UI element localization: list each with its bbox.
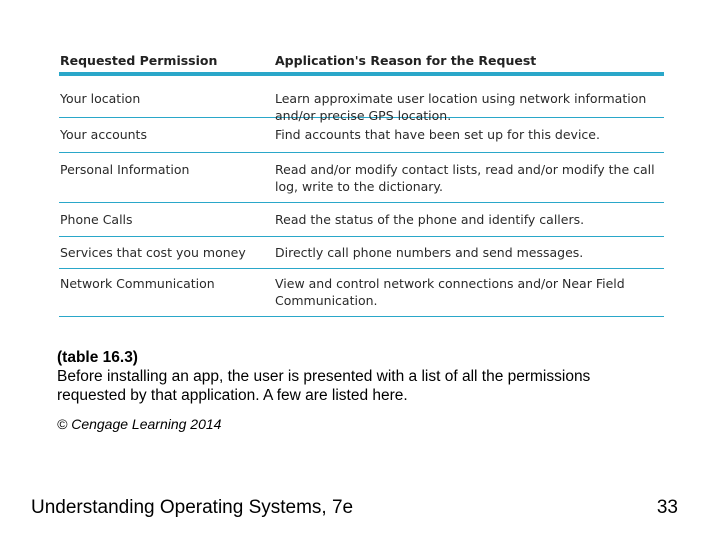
cell-reason: Directly call phone numbers and send messages. [275, 245, 584, 260]
cell-reason: Read and/or modify contact lists, read and/or modify the call log, write to the dictionary. [275, 162, 655, 194]
permissions-table [59, 48, 664, 317]
caption-label: (table 16.3) [57, 349, 138, 366]
table-row [59, 153, 664, 203]
cell-reason: Find accounts that have been set up for this device. [275, 127, 600, 142]
header-reason: Application's Reason for the Request [275, 52, 537, 68]
cell-permission: Personal Information [60, 162, 190, 177]
footer-title: Understanding Operating Systems, 7e [31, 497, 354, 518]
cell-reason: Read the status of the phone and identify callers. [275, 212, 585, 227]
cell-reason: View and control network connections and/or Near Field Communication. [275, 276, 625, 308]
table-header [59, 48, 664, 76]
header-permission: Requested Permission [60, 52, 218, 68]
cell-permission: Your accounts [60, 127, 147, 142]
cell-permission: Your location [60, 91, 141, 106]
table-row [59, 203, 664, 237]
copyright-notice: © Cengage Learning 2014 [57, 416, 222, 432]
table-caption [57, 348, 617, 405]
table-row [59, 237, 664, 269]
table-row [59, 269, 664, 317]
cell-permission: Services that cost you money [60, 245, 246, 260]
page-number: 33 [656, 497, 678, 518]
table-row [59, 76, 664, 123]
cell-permission: Network Communication [60, 276, 215, 291]
cell-permission: Phone Calls [60, 212, 133, 227]
cell-reason: Learn approximate user location using network information and/or precise GPS location. [275, 91, 647, 123]
caption-text: Before installing an app, the user is presented with a list of all the permissions requested by that application. A few are listed here. [57, 368, 591, 404]
